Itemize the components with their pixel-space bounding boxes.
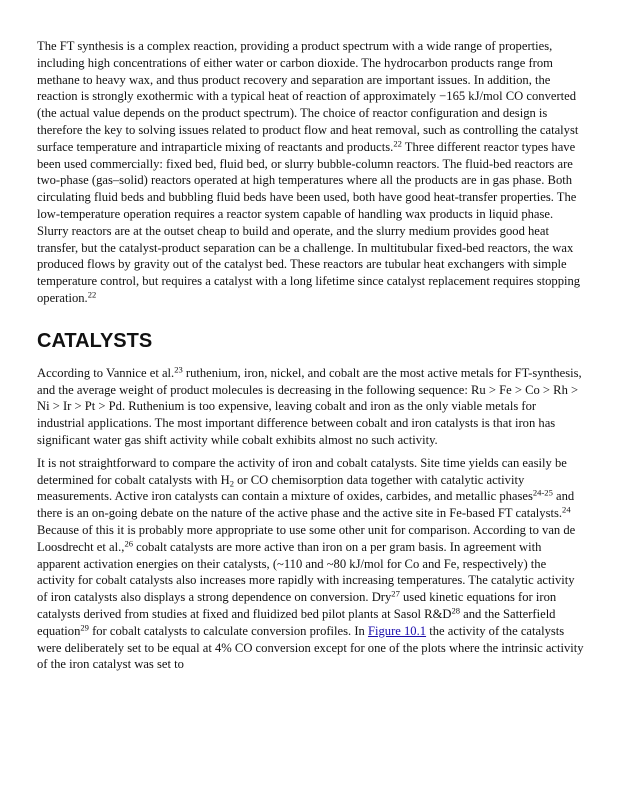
paragraph-text: ruthenium, iron, nickel, and cobalt are the most active metals for FT-synthesis, and the average weight of product molecules is decreasing in the following sequence: Ru > Fe > Co > Rh > Ni > Ir > Pt > Pd. Ruthenium is too expensive, leaving cobalt and iron as the only viable metals for industrial applications. The most important difference between cobalt and iron catalysts is that iron has significant water gas shift activity while cobalt exhibits almost no such activity. xyxy=(37,365,582,447)
reference-superscript: 22 xyxy=(393,138,402,149)
paragraph-text: cobalt catalysts are more active than iron on a per gram basis. In agreement with apparent activation energies on their catalysts, (~110 and ~80 kJ/mol for Co and Fe, respectively) the activity for cobalt catalysts also increases more rapidly with increasing temperatures. The catalytic activity of iron catalysts also displays a strong dependence on conversion. Dry xyxy=(37,539,575,605)
paragraph-text: for cobalt catalysts to calculate conversion profiles. In xyxy=(88,623,368,638)
reference-superscript: 26 xyxy=(124,538,133,549)
paragraph-text: It is not straightforward to compare the activity of iron and cobalt catalysts. Site time yields can easily be determined for cobalt catalysts with H xyxy=(37,455,567,487)
paragraph-text: and there is an on-going debate on the nature of the active phase and the active site in Fe-based FT catalysts. xyxy=(37,489,575,521)
reference-superscript: 29 xyxy=(80,622,89,632)
section-heading-catalysts: CATALYSTS xyxy=(37,329,153,352)
subscript: 2 xyxy=(229,478,234,489)
paragraph-text: and the Satterfield equation xyxy=(37,606,556,638)
reference-superscript: 27 xyxy=(391,588,400,599)
paragraph-text: The FT synthesis is a complex reaction, providing a product spectrum with a wide range of properties, including high concentrations of either water or carbon dioxide. The hydrocarbon products range from methane to heavy wax, and thus product recovery and separation are important issues. In addition, the reaction is strongly exothermic with a typical heat of reaction of approximately −165 kJ/mol CO converted (the actual value depends on the product spectrum). The choice of reactor configuration and design is therefore the key to solving issues related to product flow and heat removal, such as controlling the catalyst surface temperature and intraparticle mixing of reactants and products. xyxy=(37,39,579,154)
reference-superscript: 28 xyxy=(451,605,461,616)
paragraph-active-metals xyxy=(37,365,584,449)
reference-superscript: 24 xyxy=(562,504,571,515)
paragraph-text: Three different reactor types have been used commercially: fixed bed, fluid bed, or slurry bubble-column reactors. The fluid-bed reactors are two-phase (gas–solid) reactors operated at high temperatures where all the products are in gas phase. Both circulating fluid beds and bubbling fluid beds have been used, both have good heat-transfer properties. The low-temperature operation requires a reactor system capable of handling wax products in liquid phase. Slurry reactors are at the outset cheap to build and operate, and the slurry medium provides good heat transfer, but the catalyst-product separation can be a challenge. In multitubular fixed-bed reactors, the wax produced flows by gravity out of the catalyst bed. These reactors are tubular heat exchangers with simple temperature control, but requires a catalyst with a long lifetime since catalyst replacement requires stopping operation. xyxy=(37,139,581,305)
paragraph-text: the activity of the catalysts were deliberately set to be equal at 4% CO conversion except for one of the plots where the intrinsic activity of the iron catalyst was set to xyxy=(37,623,584,672)
paragraph-text: Because of this it is probably more appropriate to use some other unit for comparison. According to van de Loosdrecht et al., xyxy=(37,522,576,554)
paragraph-reactor-types xyxy=(37,38,584,307)
reference-superscript: 22 xyxy=(87,289,97,300)
paragraph-text: used kinetic equations for iron catalysts derived from studies at fixed and fluidized bed pilot plants at Sasol R&D xyxy=(37,590,557,621)
paragraph-text: or CO chemisorption data together with catalytic activity measurements. Active iron catalysts can contain a mixture of oxides, carbides, and metallic phases xyxy=(37,472,533,504)
document-page xyxy=(37,38,584,673)
reference-superscript: 24-25 xyxy=(532,487,553,498)
figure-10-1-link[interactable]: Figure 10.1 xyxy=(367,623,427,638)
paragraph-activity-comparison xyxy=(37,455,584,673)
reference-superscript: 23 xyxy=(174,364,183,375)
paragraph-text: According to Vannice et al. xyxy=(37,365,175,380)
